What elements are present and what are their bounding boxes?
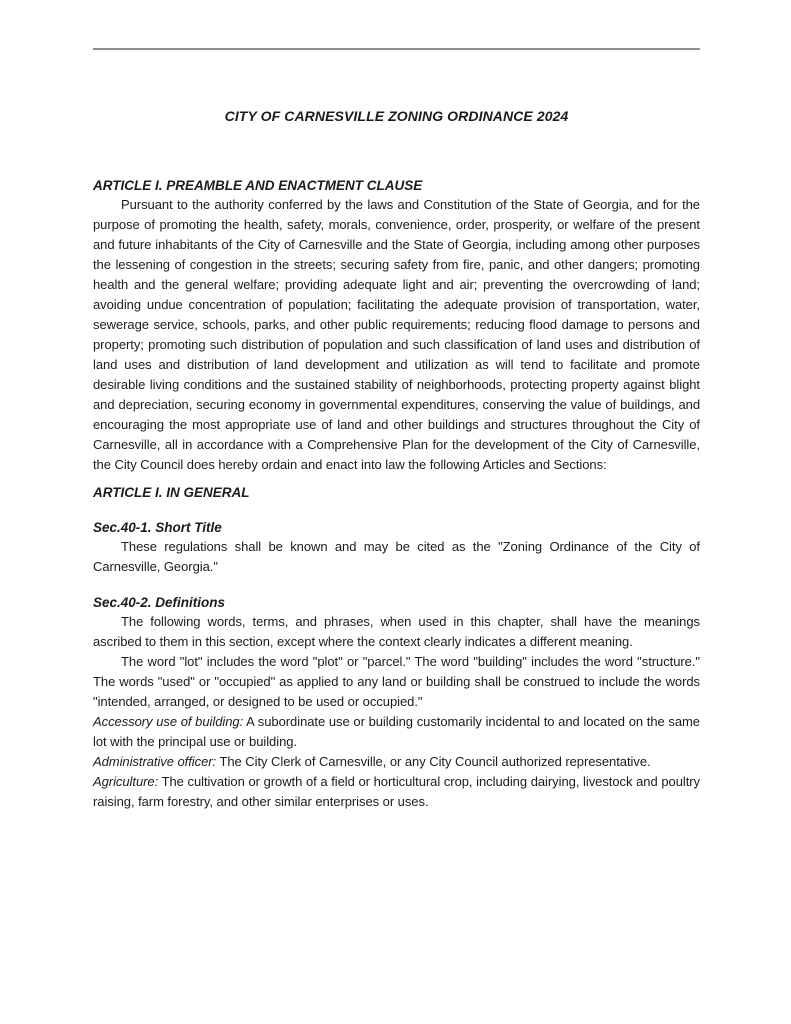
top-rule bbox=[93, 48, 700, 50]
definition-text: A subordinate use or building customarily incidental to and located on the same lot with the principal use or building. bbox=[93, 714, 700, 749]
definition-text: The cultivation or growth of a field or horticultural crop, including dairying, livestock and poultry raising, farm forestry, and other similar enterprises or uses. bbox=[93, 774, 700, 809]
sec-40-2-paragraph-1: The following words, terms, and phrases, when used in this chapter, shall have the meanings ascribed to them in this section, except where the context clearly indicates a different meaning. bbox=[93, 614, 700, 649]
preamble-paragraph: Pursuant to the authority conferred by the laws and Constitution of the State of Georgia, and for the purpose of promoting the health, safety, morals, convenience, order, prosperity, or welfare of the present and future inhabitants of the City of Carnesville and the State of Georgia, including among other purposes the lessening of congestion in the streets; securing safety from fire, panic, and other dangers; promoting health and the general welfare; providing adequate light and air; preventing the overcrowding of land; avoiding undue concentration of population; facilitating the adequate provision of transportation, water, sewerage service, schools, parks, and other public requirements; reducing flood damage to persons and property; promoting such distribution of population and such classification of land uses and distribution of land uses and distribution of land development and utilization as will tend to facilitate and promote desirable living conditions and the sustained stability of neighborhoods, protecting property against blight and depreciation, securing economy in governmental expenditures, conserving the value of buildings, and encouraging the most appropriate use of land and other buildings and structures throughout the City of Carnesville, all in accordance with a Comprehensive Plan for the development of the City of Carnesville, the City Council does hereby ordain and enact into law the following Articles and Sections: bbox=[93, 197, 700, 472]
definition-text: The City Clerk of Carnesville, or any City Council authorized representative. bbox=[219, 754, 651, 769]
page-content bbox=[93, 0, 700, 812]
sec-40-1-paragraph: These regulations shall be known and may be cited as the "Zoning Ordinance of the City of Carnesville, Georgia." bbox=[93, 539, 700, 574]
definition-administrative-officer bbox=[93, 752, 700, 772]
definition-term: Accessory use of building: bbox=[93, 714, 244, 729]
definition-agriculture bbox=[93, 772, 700, 812]
definition-term: Agriculture: bbox=[93, 774, 159, 789]
sec-40-2-heading: Sec.40-2. Definitions bbox=[93, 595, 226, 610]
definition-accessory-use bbox=[93, 712, 700, 752]
sec-40-2-paragraph-2: The word "lot" includes the word "plot" or "parcel." The word "building" includes the word "structure." The words "used" or "occupied" as applied to any land or building shall be construed to include the words "intended, arranged, or designed to be used or occupied." bbox=[93, 654, 700, 709]
sec-40-1-heading: Sec.40-1. Short Title bbox=[93, 520, 222, 535]
definition-term: Administrative officer: bbox=[93, 754, 217, 769]
document-title: CITY OF CARNESVILLE ZONING ORDINANCE 2024 bbox=[224, 108, 569, 124]
article-preamble-heading: ARTICLE I. PREAMBLE AND ENACTMENT CLAUSE bbox=[93, 178, 423, 193]
article-in-general-heading: ARTICLE I. IN GENERAL bbox=[93, 485, 250, 500]
